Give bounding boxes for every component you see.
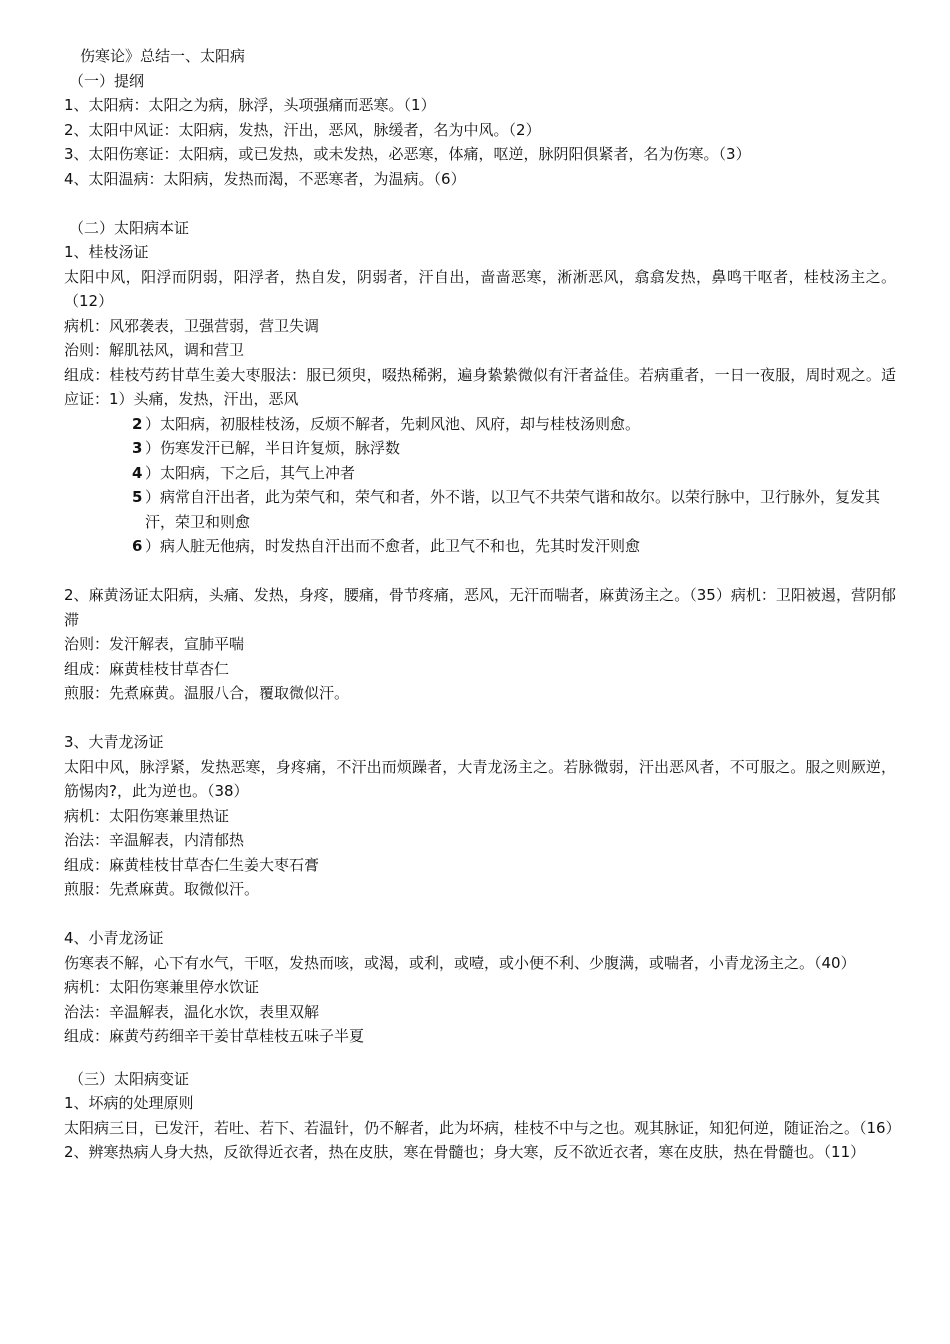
xiaoqinglong-composition: 组成：麻黄芍药细辛干姜甘草桂枝五味子半夏 xyxy=(64,1027,365,1045)
xiaoqinglong-method: 治法：辛温解表，温化水饮，表里双解 xyxy=(64,1002,320,1021)
list-item xyxy=(132,461,896,486)
spacer xyxy=(64,1049,896,1067)
list-item-number: 5 xyxy=(132,488,143,506)
section-heading-variant-syndromes: （三）太阳病变证 xyxy=(69,1069,190,1088)
spacer xyxy=(64,706,896,731)
outline-item: 2、太阳中风证：太阳病，发热，汗出，恶风，脉缓者，名为中风。（2） xyxy=(64,120,541,139)
spacer xyxy=(64,559,896,584)
daqinglong-title: 3、大青龙汤证 xyxy=(64,733,164,751)
cold-heat-text: 2、辨寒热病人身大热，反欲得近衣者，热在皮肤，寒在骨髓也；身大寒，反不欲近衣者，寒在皮肤，热在骨髓也。（11） xyxy=(64,1143,866,1161)
list-item-number: 2 xyxy=(132,414,143,433)
mahuang-decoction: 煎服：先煮麻黄。温服八合，覆取微似汗。 xyxy=(64,684,350,702)
list-item-number: 4 xyxy=(132,463,143,482)
list-item-text: ）太阳病，下之后，其气上冲者 xyxy=(145,463,356,482)
list-item-number: 3 xyxy=(132,439,143,457)
list-item-text: ）太阳病，初服桂枝汤，反烦不解者，先刺风池、风府，却与桂枝汤则愈。 xyxy=(145,414,641,433)
section-heading-main-syndromes: （二）太阳病本证 xyxy=(69,218,190,237)
mahuang-principle: 治则：发汗解表，宣肺平喘 xyxy=(64,635,245,653)
list-item xyxy=(132,534,896,559)
spacer xyxy=(64,902,896,927)
daqinglong-decoction: 煎服：先煮麻黄。取微似汗。 xyxy=(64,880,260,898)
variant-principle-title: 1、坏病的处理原则 xyxy=(64,1094,194,1112)
xiaoqinglong-title: 4、小青龙汤证 xyxy=(64,929,164,947)
variant-principle-text: 太阳病三日，已发汗，若吐、若下、若温针，仍不解者，此为坏病，桂枝不中与之也。观其脉证，知犯何逆，随证治之。（16） xyxy=(64,1118,901,1137)
guizhi-title: 1、桂枝汤证 xyxy=(64,243,149,261)
guizhi-composition: 组成：桂枝芍药甘草生姜大枣服法：服已须臾，啜热稀粥，遍身絷絷微似有汗者益佳。若病重者，一日一夜服，周时观之。适应证：1）头痛，发热，汗出，恶风 xyxy=(64,365,896,408)
list-item-text: ）病人脏无他病，时发热自汗出而不愈者，此卫气不和也，先其时发汗则愈 xyxy=(145,537,641,555)
daqinglong-method: 治法：辛温解表，内清郁热 xyxy=(64,831,245,849)
daqinglong-text: 太阳中风，脉浮紧，发热恶寒，身疼痛，不汗出而烦躁者，大青龙汤主之。若脉微弱，汗出恶风者，不可服之。服之则厥逆，筋惕肉?，此为逆也。（38） xyxy=(64,757,896,800)
xiaoqinglong-pathogenesis: 病机：太阳伤寒兼里停水饮证 xyxy=(64,978,260,996)
daqinglong-pathogenesis: 病机：太阳伤寒兼里热证 xyxy=(64,806,230,825)
guizhi-text: 太阳中风，阳浮而阴弱，阳浮者，热自发，阴弱者，汗自出，啬啬恶寒，淅淅恶风，翕翕发热，鼻鸣干呕者，桂枝汤主之。（12） xyxy=(64,267,896,310)
list-item-number: 6 xyxy=(132,537,143,555)
document-title: 伤寒论》总结一、太阳病 xyxy=(80,47,246,65)
outline-item: 3、太阳伤寒证：太阳病，或已发热，或未发热，必恶寒，体痛，呕逆，脉阴阳俱紧者，名为伤寒。（3） xyxy=(64,145,751,163)
mahuang-text: 2、麻黄汤证太阳病，头痛、发热，身疼，腰痛，骨节疼痛，恶风，无汗而喘者，麻黄汤主之。（35）病机：卫阳被遏，营阴郁滞 xyxy=(64,586,896,629)
guizhi-indication-list xyxy=(64,412,896,559)
outline-item: 4、太阳温病：太阳病，发热而渴，不恶寒者，为温病。（6） xyxy=(64,169,466,188)
guizhi-pathogenesis: 病机：风邪袭表，卫强营弱，营卫失调 xyxy=(64,316,320,335)
document-body xyxy=(64,44,901,1165)
guizhi-principle: 治则：解肌祛风，调和营卫 xyxy=(64,341,245,359)
daqinglong-composition: 组成：麻黄桂枝甘草杏仁生姜大枣石膏 xyxy=(64,855,320,874)
list-item-text: ）病常自汗出者，此为荣气和，荣气和者，外不谐，以卫气不共荣气谐和故尔。以荣行脉中，卫行脉外，复发其汗，荣卫和则愈 xyxy=(145,488,881,531)
list-item xyxy=(132,412,896,437)
list-item-text: ）伤寒发汗已解，半日许复烦，脉浮数 xyxy=(145,439,401,457)
list-item xyxy=(132,436,896,461)
list-item xyxy=(132,485,896,534)
xiaoqinglong-text: 伤寒表不解，心下有水气，干呕，发热而咳，或渴，或利，或噎，或小便不利、少腹满，或喘者，小青龙汤主之。（40） xyxy=(64,953,856,972)
mahuang-composition: 组成：麻黄桂枝甘草杏仁 xyxy=(64,659,230,678)
section-heading-outline: （一）提纲 xyxy=(69,71,145,90)
spacer xyxy=(64,191,896,216)
outline-item: 1、太阳病：太阳之为病，脉浮，头项强痛而恶寒。（1） xyxy=(64,96,436,114)
